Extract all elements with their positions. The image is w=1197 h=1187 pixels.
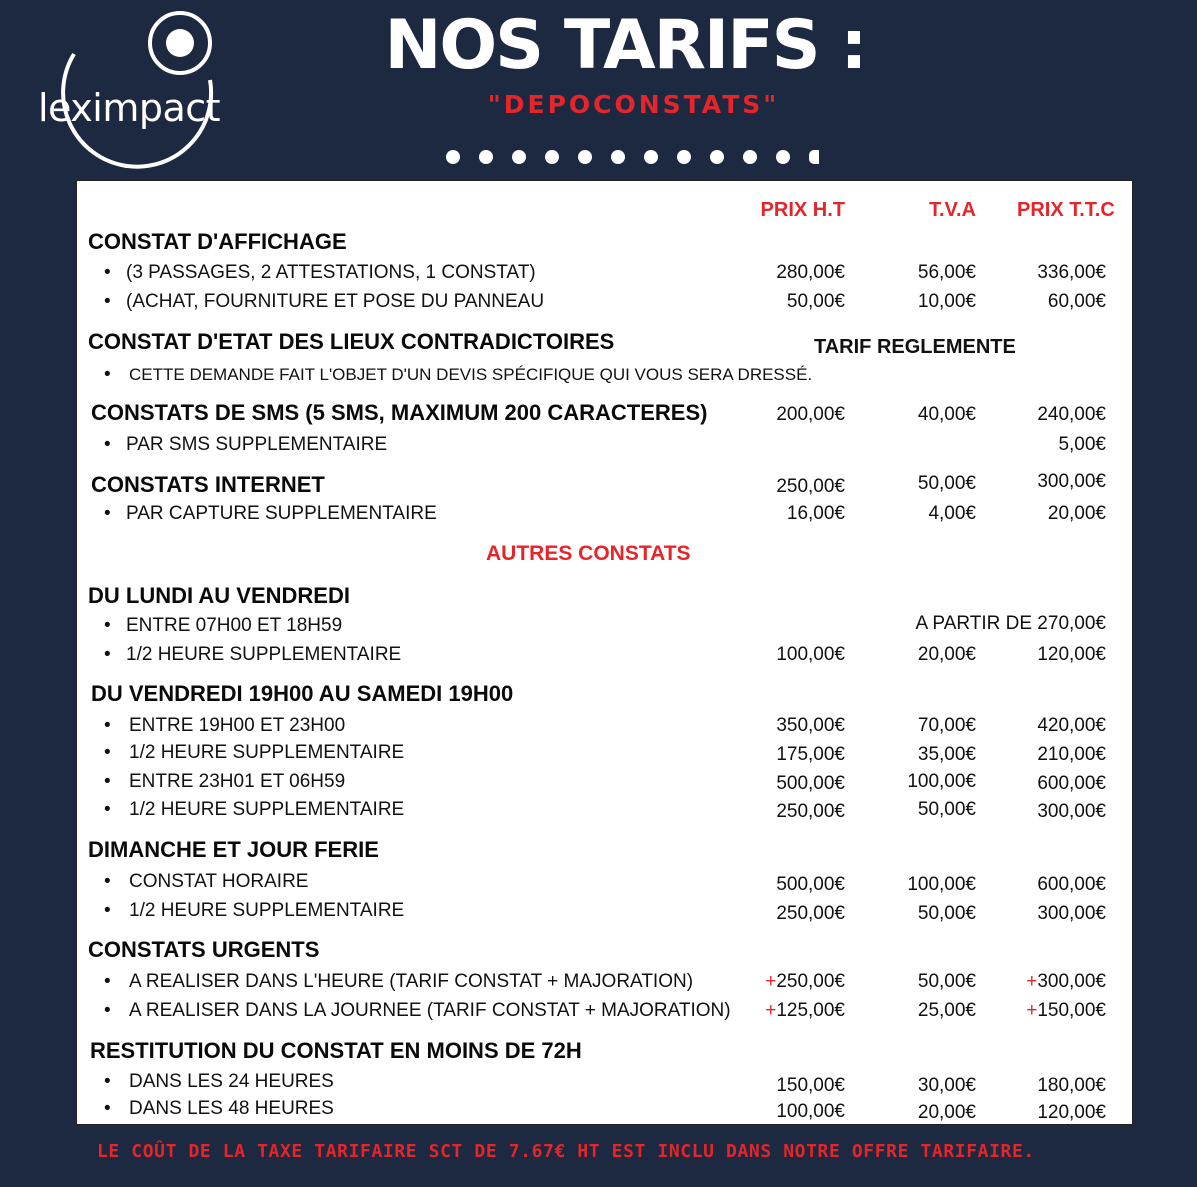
price-ttc: 20,00€ — [1047, 503, 1106, 524]
section-title-urgents: CONSTATS URGENTS — [88, 937, 320, 962]
price-ht: 175,00€ — [776, 744, 845, 765]
price-ht: 50,00€ — [786, 291, 845, 312]
price-ttc: 120,00€ — [1037, 644, 1106, 665]
price-tva: 100,00€ — [907, 771, 976, 792]
price-ttc: 300,00€ — [1037, 471, 1106, 492]
price-tva: 25,00€ — [917, 1000, 976, 1021]
price-ht: 250,00€ — [776, 903, 845, 924]
price-ht: 350,00€ — [776, 715, 845, 736]
price-ttc: 60,00€ — [1047, 291, 1106, 312]
row-label: 1/2 HEURE SUPPLEMENTAIRE — [129, 742, 405, 763]
price-ttc: +150,00€ — [1026, 1000, 1106, 1021]
column-header-tva: T.V.A — [928, 199, 976, 221]
price-ht: 150,00€ — [776, 1075, 845, 1096]
price-ttc: 180,00€ — [1037, 1075, 1106, 1096]
row-label: A REALISER DANS L'HEURE (TARIF CONSTAT + MAJORATION) — [129, 971, 694, 992]
price-tva: 20,00€ — [917, 644, 976, 665]
price-tva: 40,00€ — [917, 404, 976, 425]
row-label: PAR SMS SUPPLEMENTAIRE — [126, 434, 388, 455]
price-ht: 100,00€ — [776, 644, 845, 665]
price-ht: 250,00€ — [776, 801, 845, 822]
price-tva: 10,00€ — [917, 291, 976, 312]
price-ttc: 300,00€ — [1037, 903, 1106, 924]
section-title-sms: CONSTATS DE SMS (5 SMS, MAXIMUM 200 CARACTERES) — [91, 400, 708, 425]
page-title: NOS TARIFS : — [384, 6, 866, 85]
price-tva: 20,00€ — [917, 1102, 976, 1123]
tarif-reglemente: TARIF REGLEMENTE — [814, 336, 1016, 358]
price-ht: 250,00€ — [776, 476, 845, 497]
section-title-affichage: CONSTAT D'AFFICHAGE — [88, 229, 347, 254]
row-label: A REALISER DANS LA JOURNEE (TARIF CONSTAT + MAJORATION) — [129, 1000, 731, 1021]
price-table-card: PRIX H.T T.V.A PRIX T.T.C CONSTAT D'AFFICHAGE • (3 PASSAGES, 2 ATTESTATIONS, 1 CONSTAT) 280,00€ 56,00€ 336,00€ • (ACHAT, FOURNITURE ET POSE DU PANNEAU 50,00€ 10,00€ 60,00€ CONSTAT D'ETAT DES LIEUX CONTRADICTOIRES TARIF REGLEMENTE • CETTE DEMANDE FAIT L'OBJET D'UN DEVIS SPÉCIFIQUE QUI VOUS SERA DRESSÉ. CONSTATS DE SMS (5 SMS, MAXIMUM 200 CARACTERES) 200,00€ 40,00€ 240,00€ • PAR SMS SUPPLEMENTAIRE 5,00€ CONSTATS INTERNET 250,00€ 50,00€ 300,00€ • PAR CAPTURE SUPPLEMENTAIRE 16,00€ 4,00€ 20,00€ AUTRES CONSTATS DU LUNDI AU VENDREDI • ENTRE 07H00 ET 18H59 A PARTIR DE 270,00€ • 1/2 HEURE SUPPLEMENTAIRE 100,00€ 20,00€ 120,00€ DU VENDREDI 19H00 AU SAMEDI 19H00 • ENTRE 19H00 ET 23H00 350,00€ 70,00€ 420,00€ • 1/2 HEURE SUPPLEMENTAIRE 175,00€ 35,00€ 210,00€ • ENTRE 23H01 ET 06H59 500,00€ 100,00€ 600,00€ • 1/2 HEURE SUPPLEMENTAIRE 250,00€ 50,00€ 300,00€ DIMANCHE ET JOUR FERIE • CONSTAT HORAIRE 500,00€ 100,00€ 600,00€ • 1/2 HEURE SUPPLEMENTAIRE 250,00€ 50,00€ 300,00€ CONSTATS URGENTS • A REALISER DANS L'HEURE (TARIF CONSTAT + MAJORATION) +250,00€ 50,00€ +300,00€ • A REALISER DANS LA JOURNEE (TARIF CONSTAT + MAJORATION) +125,00€ 25,00€ +150,00€ RESTITUTION DU CONSTAT EN MOINS DE 72H • DANS LES 24 HEURES 150,00€ 30,00€ 180,00€ • DANS LES 48 HEURES 100,00€ 20,00€ 120,00€ — [76, 180, 1133, 1125]
price-tva: 50,00€ — [917, 799, 976, 820]
plus-sign: + — [1026, 1000, 1038, 1021]
row-label: ENTRE 23H01 ET 06H59 — [129, 771, 346, 792]
price-tva: 30,00€ — [917, 1075, 976, 1096]
price-ttc: +300,00€ — [1026, 971, 1106, 992]
row-label: 1/2 HEURE SUPPLEMENTAIRE — [126, 644, 402, 665]
row-label: 1/2 HEURE SUPPLEMENTAIRE — [129, 900, 405, 921]
section-title-autres: AUTRES CONSTATS — [486, 542, 691, 565]
price-ttc: 240,00€ — [1037, 404, 1106, 425]
section-title-etat-lieux: CONSTAT D'ETAT DES LIEUX CONTRADICTOIRES — [88, 329, 615, 354]
price-tva: 56,00€ — [917, 262, 976, 283]
section-title-restitution: RESTITUTION DU CONSTAT EN MOINS DE 72H — [90, 1038, 582, 1063]
price-ttc: 210,00€ — [1037, 744, 1106, 765]
price-tva: 100,00€ — [907, 874, 976, 895]
price-ht: 16,00€ — [786, 503, 845, 524]
price-ht: 100,00€ — [776, 1101, 845, 1122]
price-tva: 4,00€ — [928, 503, 976, 524]
price-ht: 200,00€ — [776, 404, 845, 425]
row-label: CETTE DEMANDE FAIT L'OBJET D'UN DEVIS SPÉCIFIQUE QUI VOUS SERA DRESSÉ. — [129, 365, 813, 384]
section-title-semaine: DU LUNDI AU VENDREDI — [88, 583, 350, 608]
row-label: DANS LES 48 HEURES — [129, 1098, 334, 1119]
price-tva: 50,00€ — [917, 903, 976, 924]
price-ttc: 600,00€ — [1037, 773, 1106, 794]
price-tva: 50,00€ — [917, 473, 976, 494]
price-ht: +125,00€ — [765, 1000, 845, 1021]
plus-sign: + — [765, 1000, 777, 1021]
row-label: DANS LES 24 HEURES — [129, 1071, 334, 1092]
price-ht: 280,00€ — [776, 262, 845, 283]
column-header-ttc: PRIX T.T.C — [1017, 199, 1115, 221]
price-tva: 70,00€ — [917, 715, 976, 736]
plus-sign: + — [765, 971, 777, 992]
logo-text: leximpact — [38, 86, 221, 130]
price-ht: 500,00€ — [776, 874, 845, 895]
section-title-dimanche: DIMANCHE ET JOUR FERIE — [88, 837, 379, 862]
price-ht: +250,00€ — [765, 971, 845, 992]
price-ttc: 120,00€ — [1037, 1102, 1106, 1123]
row-label: ENTRE 19H00 ET 23H00 — [129, 715, 346, 736]
price-tva: 50,00€ — [917, 971, 976, 992]
row-label: 1/2 HEURE SUPPLEMENTAIRE — [129, 799, 405, 820]
price-ttc: 5,00€ — [1058, 434, 1106, 455]
price-ttc: 300,00€ — [1037, 801, 1106, 822]
price-ttc: 336,00€ — [1037, 262, 1106, 283]
price-from: A PARTIR DE 270,00€ — [915, 613, 1106, 634]
row-label: (3 PASSAGES, 2 ATTESTATIONS, 1 CONSTAT) — [126, 262, 536, 283]
decorative-dots — [446, 150, 819, 164]
row-label: PAR CAPTURE SUPPLEMENTAIRE — [126, 503, 437, 524]
row-label: (ACHAT, FOURNITURE ET POSE DU PANNEAU — [126, 291, 545, 312]
plus-sign: + — [1026, 971, 1038, 992]
column-header-ht: PRIX H.T — [760, 199, 845, 221]
row-label: CONSTAT HORAIRE — [129, 871, 309, 892]
price-ttc: 420,00€ — [1037, 715, 1106, 736]
page-subtitle: "DEPOCONSTATS" — [487, 90, 780, 119]
section-title-weekend: DU VENDREDI 19H00 AU SAMEDI 19H00 — [91, 681, 514, 706]
price-ht: 500,00€ — [776, 773, 845, 794]
price-ttc: 600,00€ — [1037, 874, 1106, 895]
price-tva: 35,00€ — [917, 744, 976, 765]
row-label: ENTRE 07H00 ET 18H59 — [126, 615, 343, 636]
section-title-internet: CONSTATS INTERNET — [91, 472, 325, 497]
footer-note: LE COÛT DE LA TAXE TARIFAIRE SCT DE 7.67€ HT EST INCLU DANS NOTRE OFFRE TARIFAIRE. — [97, 1141, 1035, 1162]
